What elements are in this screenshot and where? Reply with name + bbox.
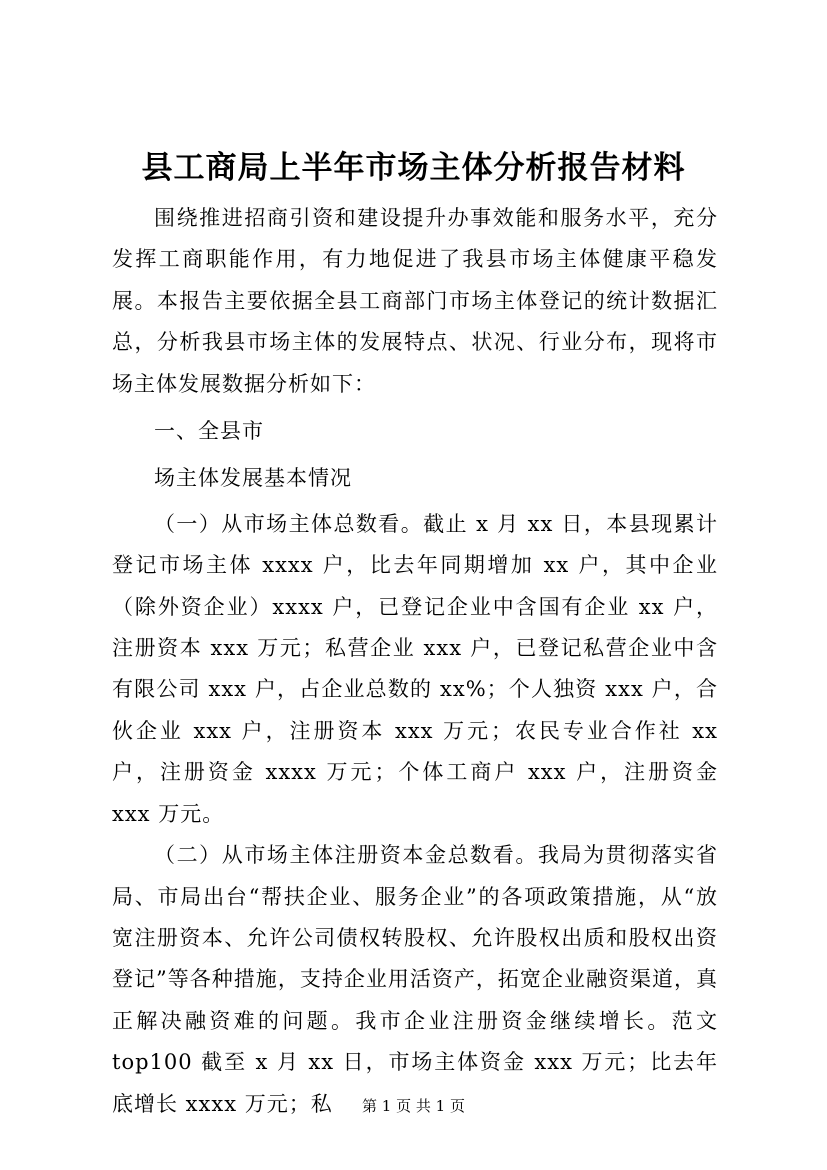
body-paragraph-registered-capital: （二）从市场主体注册资本金总数看。我局为贯彻落实省局、市局出台“帮扶企业、服务企业”的各项政策措施，从“放宽注册资本、允许公司债权转股权、允许股权出质和股权出资登记”等各种措施，支持企业用活资产，拓宽企业融资渠道，真正解决融资难的问题。我市企业注册资金继续增长。范文 top100 截至 x 月 xx 日，市场主体资金 xxx 万元；比去年底增长 xxxx 万元；私 [112,843,718,1116]
document-body [112,198,718,1125]
document-title: 县工商局上半年市场主体分析报告材料 [141,150,686,186]
intro-paragraph: 围绕推进招商引资和建设提升办事效能和服务水平，充分发挥工商职能作用，有力地促进了我县市场主体健康平稳发展。本报告主要依据全县工商部门市场主体登记的统计数据汇总，分析我县市场主体的发展特点、状况、行业分布，现将市场主体发展数据分析如下： [112,206,718,396]
section-heading: 一、全县市 [154,419,264,444]
section-heading-continued: 场主体发展基本情况 [154,466,352,491]
body-paragraph-total-count: （一）从市场主体总数看。截止 x 月 xx 日，本县现累计登记市场主体 xxxx 户，比去年同期增加 xx 户，其中企业（除外资企业）xxxx 户，已登记企业中含国有企业 xx 户，注册资本 xxx 万元；私营企业 xxx 户，已登记私营企业中含有限公司 xxx 户，占企业总数的 xx%；个人独资 xxx 户，合伙企业 xxx 户，注册资本 xxx 万元；农民专业合作社 xx 户，注册资金 xxxx 万元；个体工商户 xxx 户，注册资金 xxx 万元。 [112,511,718,826]
page-number-footer: 第 1 页 共 1 页 [362,1097,465,1115]
